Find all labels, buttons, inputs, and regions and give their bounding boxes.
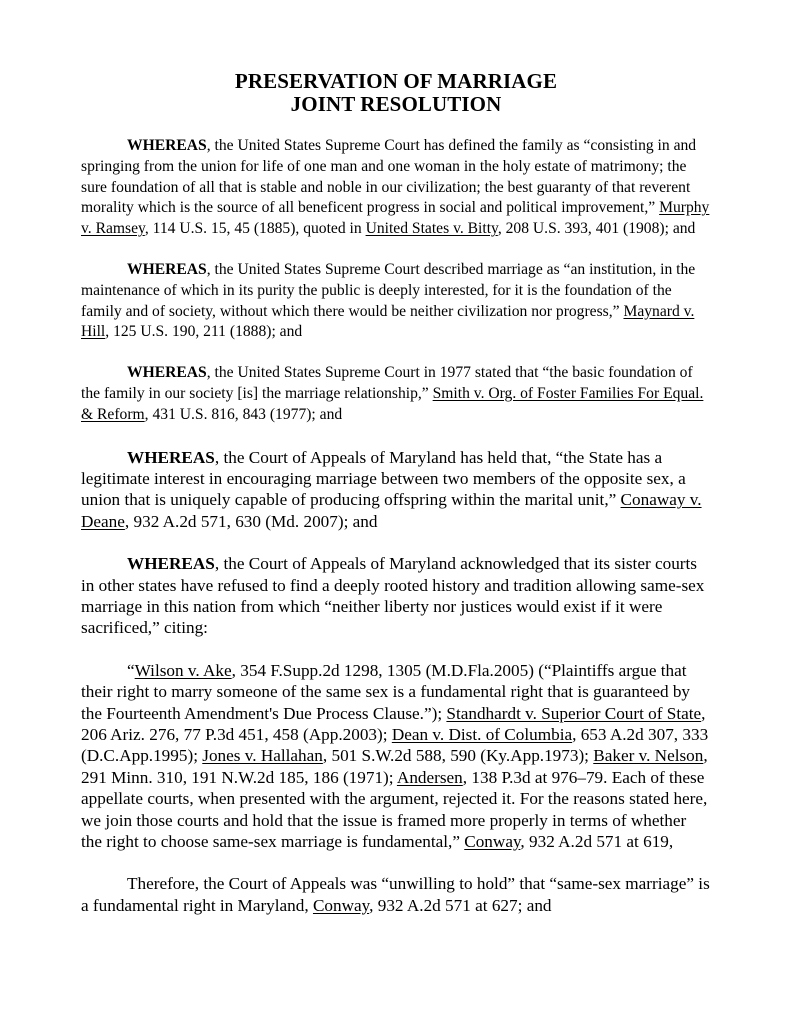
case-citation-conway: Conway (312, 895, 370, 915)
paragraph-text: , the Court of Appeals of Maryland acknowledged that its sister courts in other states have refused to find a deeply rooted history and tradition allowing same-sex marriage in this nation from which “neither liberty nor justices would exist if it were sacrificed,” citing: (81, 554, 705, 638)
paragraph-text: , 653 A.2d 307, 333 (D.C.App.1995); (81, 725, 709, 766)
paragraph-text: , 206 Ariz. 276, 77 P.3d 451, 458 (App.2003); (81, 703, 706, 745)
whereas-label: WHEREAS (127, 364, 207, 382)
document-page (81, 70, 711, 916)
whereas-label: WHEREAS (127, 447, 215, 467)
paragraph-text: , 932 A.2d 571, 630 (Md. 2007); and (124, 511, 378, 531)
open-quote: “ (127, 660, 135, 680)
case-citation-maynard-v-hill: Maynard v. Hill (81, 302, 695, 341)
title-line-1: PRESERVATION OF MARRIAGE (234, 69, 558, 93)
paragraph-text: , 208 U.S. 393, 401 (1908); and (497, 220, 696, 238)
title-line-2: JOINT RESOLUTION (290, 92, 502, 116)
whereas-paragraph-5 (81, 553, 711, 639)
paragraph-text: , the United States Supreme Court described marriage as “an institution, in the maintenance of which in its purity the public is deeply interested, for it is the foundation of the family and of society, without which there would be neither civilization nor progress,” (81, 260, 696, 320)
paragraph-text: , 932 A.2d 571 at 627; and (369, 895, 552, 915)
document-title (81, 70, 711, 116)
paragraph-text: , 138 P.3d at 976–79. Each of these appellate courts, when presented with the argument, rejected it. For the reasons stated here, we join those courts and hold that the issue is framed more properly in terms of whether the right to choose same-sex marriage is fundamental,” (81, 767, 708, 852)
paragraph-text: , the United States Supreme Court has defined the family as “consisting in and springing from the union for life of one man and one woman in the holy estate of matrimony; the sure foundation of all that is stable and noble in our civilization; the best guaranty of that reverent morality which is the source of all beneficent progress in social and political improvement,” (81, 137, 697, 217)
case-citation-smith-v-org: Smith v. Org. of Foster Families For Equal. & Reform (81, 384, 704, 423)
case-citation-wilson-v-ake: Wilson v. Ake (134, 660, 232, 680)
case-citation-conaway-v-deane: Conaway v. Deane (81, 490, 702, 531)
case-citation-united-states-v-bitty: United States v. Bitty (365, 220, 498, 238)
whereas-paragraph-1 (81, 136, 711, 240)
paragraph-text: , the United States Supreme Court in 1977 stated that “the basic foundation of the family in our society [is] the marriage relationship,” (81, 364, 693, 402)
paragraph-text: , 354 F.Supp.2d 1298, 1305 (M.D.Fla.2005) (“Plaintiffs argue that their right to marry someone of the same sex is a fundamental right that is guaranteed by the Fourteenth Amendment's Due Process Clause.”); (81, 660, 691, 723)
case-citation-andersen: Andersen (396, 767, 463, 787)
paragraph-text: , 291 Minn. 310, 191 N.W.2d 185, 186 (1971); (81, 746, 708, 787)
whereas-label: WHEREAS (127, 137, 207, 154)
therefore-paragraph (81, 873, 711, 916)
whereas-paragraph-3 (81, 363, 711, 425)
paragraph-text: , 431 U.S. 816, 843 (1977); and (144, 405, 343, 423)
whereas-paragraph-2 (81, 260, 711, 343)
paragraph-text: , 501 S.W.2d 588, 590 (Ky.App.1973); (322, 746, 594, 766)
case-citation-baker-v-nelson: Baker v. Nelson (593, 746, 704, 766)
whereas-label: WHEREAS (127, 260, 207, 278)
paragraph-text: Therefore, the Court of Appeals was “unwilling to hold” that “same-sex marriage” is a fundamental right in Maryland, (81, 874, 710, 915)
case-citation-murphy-v-ramsey: Murphy v. Ramsey (81, 199, 710, 238)
whereas-paragraph-4 (81, 447, 711, 533)
paragraph-text: , the Court of Appeals of Maryland has held that, “the State has a legitimate interest in encouraging marriage between two members of the opposite sex, a union that is uniquely capable of producing offspring within the marital unit,” (81, 447, 686, 510)
paragraph-text: , 125 U.S. 190, 211 (1888); and (105, 323, 303, 341)
case-citation-jones-v-hallahan: Jones v. Hallahan (202, 746, 323, 766)
case-citation-dean-v-dist: Dean v. Dist. of Columbia (391, 725, 573, 745)
case-citation-standhardt: Standhardt v. Superior Court of State (446, 703, 702, 723)
paragraph-text: , 932 A.2d 571 at 619, (520, 832, 674, 852)
whereas-label: WHEREAS (127, 554, 215, 574)
case-citation-conway: Conway (464, 832, 521, 852)
quoted-citation-paragraph (81, 660, 711, 853)
paragraph-text: , 114 U.S. 15, 45 (1885), quoted in (144, 220, 366, 238)
